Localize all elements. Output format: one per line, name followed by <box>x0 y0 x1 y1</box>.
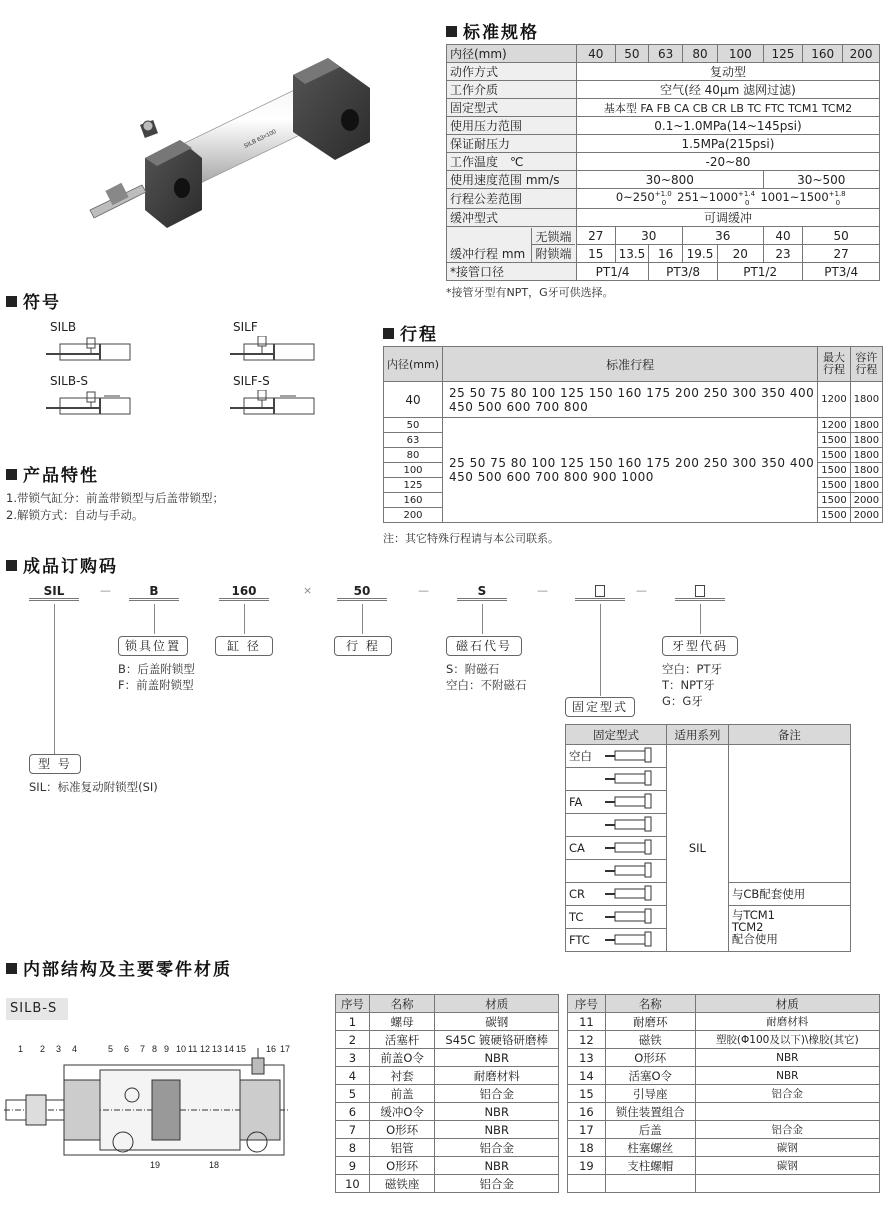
mount-symbol-icon <box>600 906 667 929</box>
callout-14: 14 <box>224 1044 235 1054</box>
callout-3: 3 <box>56 1044 62 1054</box>
material-table-left: 序号 名称 材质 1 螺母 碳钢 2 活塞杆 S45C 镀硬铬研磨棒 3 前盖O令 NBR 4 衬套 耐磨材料 5 前盖 铝合金 6 缓冲O令 NBR 7 O形环 NBR 8 铝管 铝合金 9 O形环 NBR 10 磁铁座 铝合金 <box>335 994 559 1193</box>
stroke-note: 注：其它特殊行程请与本公司联系。 <box>383 532 559 545</box>
callout-1: 1 <box>18 1044 24 1054</box>
order-title: 成品订购码 <box>6 552 118 577</box>
material-row: 6 缓冲O令 NBR <box>336 1103 559 1121</box>
thread-label: 牙型代码 <box>662 636 738 656</box>
internal-structure-diagram <box>4 1040 294 1180</box>
callout-18: 18 <box>209 1160 220 1170</box>
mount-symbol-icon <box>600 883 667 906</box>
symbol-silf-s-icon <box>228 390 318 420</box>
callout-9: 9 <box>164 1044 170 1054</box>
mount-symbol-icon <box>600 860 667 883</box>
code-bore: 160 <box>219 584 269 601</box>
model-desc: SIL：标准复动附锁型(SI) <box>29 780 158 794</box>
material-row <box>568 1175 880 1193</box>
material-row: 1 螺母 碳钢 <box>336 1013 559 1031</box>
material-row: 17 后盖 铝合金 <box>568 1121 880 1139</box>
feature-item-2: 2.解锁方式：自动与手动。 <box>6 508 144 522</box>
internal-title: 内部结构及主要零件材质 <box>6 955 232 980</box>
stroke-title: 行程 <box>383 320 438 345</box>
code-dash-4: — <box>636 584 647 597</box>
callout-11: 11 <box>188 1044 198 1054</box>
internal-model-tag: SILB-S <box>6 998 68 1020</box>
material-row: 12 磁铁 塑胶(Φ100及以下)\橡胶(其它) <box>568 1031 880 1049</box>
mount-label: 固定型式 <box>565 697 635 717</box>
mount-symbol-icon <box>600 837 667 860</box>
callout-10: 10 <box>176 1044 187 1054</box>
callout-6: 6 <box>124 1044 130 1054</box>
code-dash-3: — <box>537 584 548 597</box>
code-model: SIL <box>29 584 79 601</box>
material-row: 8 铝管 铝合金 <box>336 1139 559 1157</box>
code-mount <box>575 584 625 601</box>
mount-symbol-icon <box>600 791 667 814</box>
thread-desc: 空白：PT牙 T：NPT牙 G：G牙 <box>662 662 722 708</box>
material-row: 13 O形环 NBR <box>568 1049 880 1067</box>
stroke-label: 行 程 <box>334 636 392 656</box>
callout-17: 17 <box>280 1044 291 1054</box>
symbol-silb-icon <box>44 336 134 366</box>
symbol-label-silb: SILB <box>50 320 77 334</box>
material-row: 5 前盖 铝合金 <box>336 1085 559 1103</box>
material-row: 18 柱塞螺丝 碳钢 <box>568 1139 880 1157</box>
material-table-right: 序号 名称 材质 11 耐磨环 耐磨材料 12 磁铁 塑胶(Φ100及以下)\橡胶(其它) 13 O形环 NBR 14 活塞O令 NBR 15 引导座 铝合金 16 锁住装置组合 17 后盖 铝合金 18 柱塞螺丝 碳钢 19 支柱螺帽 碳钢 <box>567 994 880 1193</box>
symbol-silf-icon <box>228 336 318 366</box>
callout-16: 16 <box>266 1044 277 1054</box>
lock-position-label: 锁具位置 <box>118 636 188 656</box>
material-row: 3 前盖O令 NBR <box>336 1049 559 1067</box>
code-magnet: S <box>457 584 507 601</box>
mount-symbol-icon <box>600 814 667 837</box>
stroke-table: 内径(mm) 标准行程 最大行程 容许行程 40 25 50 75 80 100 125 150 160 175 200 250 300 350 400 450 500 600 700 800 1200 1800 50 25 50 75 80 100 125 150 160 175 200 250 300 350 400 450 500 600 700 800 900 1000 1200 1800 63 1500 1800 80 1500 1800 100 1500 1800 125 1500 1800 160 1500 2000 200 1500 2000 <box>383 346 883 523</box>
callout-19: 19 <box>150 1160 161 1170</box>
spec-note: *接管牙型有NPT，G牙可供选择。 <box>446 286 614 299</box>
callout-5: 5 <box>108 1044 114 1054</box>
mount-symbol-icon <box>600 929 667 952</box>
callout-2: 2 <box>40 1044 46 1054</box>
spec-table: 内径(mm) 40 50 63 80 100 125 160 200 动作方式 复动型 工作介质 空气(经 40μm 滤网过滤) 固定型式 基本型 FA FB CA CB CR LB TC FTC TCM1 TCM2 使用压力范围 0.1~1.0MPa(14~145psi) 保证耐压力 1.5MPa(215psi) 工作温度 ℃ -20~80 使用速度范围 mm/s 30~800 30~500 行程公差范围 $0\sim 250^{+1.0}_0$ $251\sim 1000^{+1.4}_0$ $1001\sim 1500^{+1.8}_0$ 缓冲型式 可调缓冲 缓冲行程 mm 无锁端 附锁端 27 30 36 40 50 15 13.5 16 19.5 20 23 27 *接管口径 PT1/4 PT3/8 PT1/2 PT3/4 <box>446 44 880 281</box>
magnet-label: 磁石代号 <box>446 636 522 656</box>
features-title: 产品特性 <box>6 461 99 486</box>
callout-8: 8 <box>152 1044 158 1054</box>
blank-box-icon <box>595 585 605 597</box>
callout-4: 4 <box>72 1044 78 1054</box>
blank-box-icon <box>695 585 705 597</box>
mount-symbol-icon <box>600 768 667 791</box>
code-thread <box>675 584 725 601</box>
material-row: 14 活塞O令 NBR <box>568 1067 880 1085</box>
product-photo <box>80 40 380 240</box>
code-dash-2: — <box>418 584 429 597</box>
material-row: 9 O形环 NBR <box>336 1157 559 1175</box>
material-row: 19 支柱螺帽 碳钢 <box>568 1157 880 1175</box>
callout-15: 15 <box>236 1044 247 1054</box>
material-row: 15 引导座 铝合金 <box>568 1085 880 1103</box>
material-row: 10 磁铁座 铝合金 <box>336 1175 559 1193</box>
callout-12: 12 <box>200 1044 211 1054</box>
code-times: × <box>303 584 313 597</box>
material-row: 11 耐磨环 耐磨材料 <box>568 1013 880 1031</box>
symbol-title: 符号 <box>6 288 61 313</box>
callout-7: 7 <box>140 1044 146 1054</box>
symbol-label-silf: SILF <box>233 320 258 334</box>
symbol-label-silf-s: SILF-S <box>233 374 270 388</box>
symbol-label-silb-s: SILB-S <box>50 374 89 388</box>
code-dash-1: — <box>100 584 111 597</box>
material-row: 7 O形环 NBR <box>336 1121 559 1139</box>
material-row: 2 活塞杆 S45C 镀硬铬研磨棒 <box>336 1031 559 1049</box>
callout-13: 13 <box>212 1044 223 1054</box>
material-row: 16 锁住装置组合 <box>568 1103 880 1121</box>
material-row: 4 衬套 耐磨材料 <box>336 1067 559 1085</box>
bore-label: 缸 径 <box>215 636 273 656</box>
mount-table: 固定型式 适用系列 备注 空白 SIL FA CA CR 与CB配套使用 TC 与TCM1 TCM2 配合使用 FTC <box>565 724 851 952</box>
mount-symbol-icon <box>600 745 667 768</box>
code-lock: B <box>129 584 179 601</box>
lock-desc: B：后盖附锁型 F：前盖附锁型 <box>118 662 195 692</box>
model-label: 型 号 <box>29 754 81 774</box>
cylinder-label: SILB 63×100 <box>243 129 278 150</box>
symbol-silb-s-icon <box>44 390 134 420</box>
feature-item-1: 1.带锁气缸分：前盖带锁型与后盖带锁型； <box>6 491 224 505</box>
magnet-desc: S：附磁石 空白：不附磁石 <box>446 662 527 692</box>
spec-title: 标准规格 <box>446 18 539 43</box>
code-stroke: 50 <box>337 584 387 601</box>
